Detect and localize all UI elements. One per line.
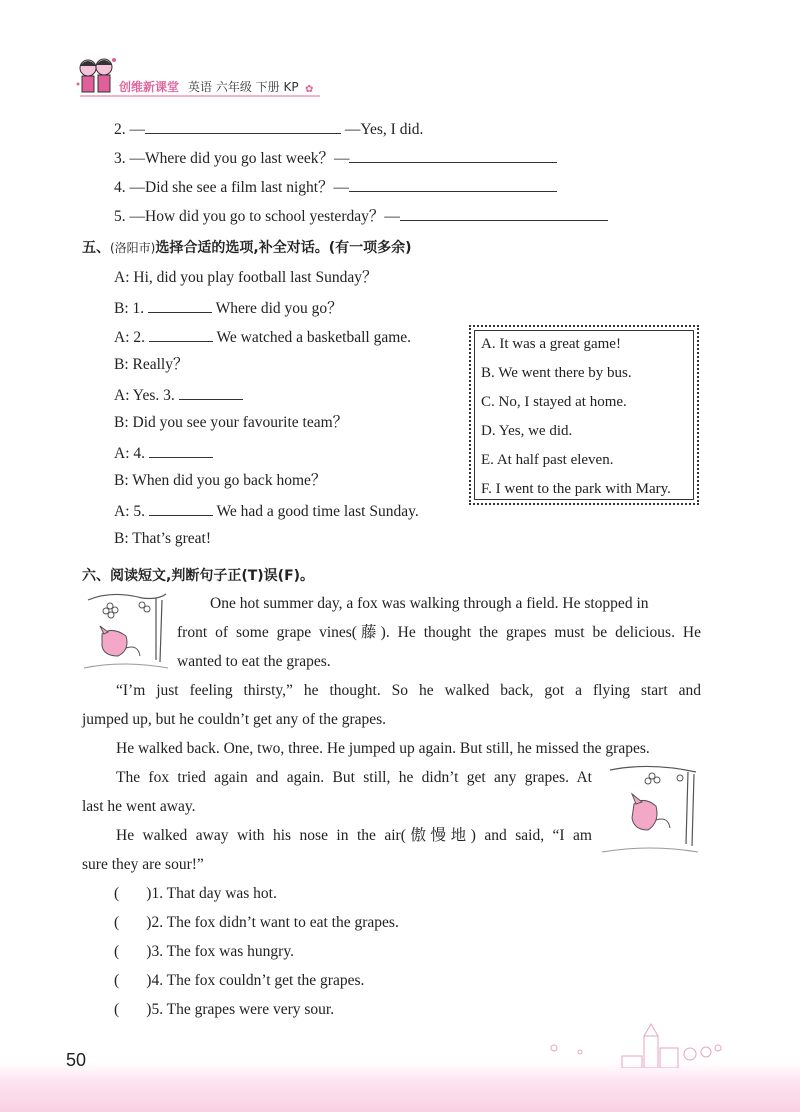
header-logo-girls	[74, 54, 118, 98]
s4-item-4: 4. —Did she see a film last night？—	[114, 176, 557, 198]
answer-blank[interactable]	[349, 147, 557, 163]
castle-icon	[540, 1022, 730, 1068]
s4-item-5: 5. —How did you go to school yesterday？—	[114, 205, 608, 227]
fox-grapes-illustration	[82, 590, 170, 676]
passage-line: One hot summer day, a fox was walking through a field. He stopped in	[210, 595, 649, 612]
statement-row: ( )2. The fox didn’t want to eat the grapes.	[114, 914, 399, 931]
s4-item-2: 2. — —Yes, I did.	[114, 118, 423, 140]
option-e: E. At half past eleven.	[481, 452, 614, 468]
statement-row: ( )1. That day was hot.	[114, 885, 277, 902]
answer-blank[interactable]	[148, 297, 212, 313]
passage-line: He walked away with his nose in the air(傲慢地) and said, “I am	[116, 827, 592, 844]
answer-blank[interactable]	[149, 326, 213, 342]
passage-line: sure they are sour!”	[82, 856, 204, 873]
footer-band	[0, 1062, 800, 1112]
option-b: B. We went there by bus.	[481, 365, 632, 381]
passage-line: The fox tried again and again. But still, he didn’t get any grapes. At	[116, 769, 592, 786]
section6-heading: 六、阅读短文,判断句子正(T)误(F)。	[82, 568, 315, 584]
answer-blank[interactable]	[349, 176, 557, 192]
dialogue-line: B: 1. Where did you go？	[114, 297, 343, 319]
options-box-frame	[474, 330, 694, 500]
passage-line: last he went away.	[82, 798, 196, 815]
s4-item-3: 3. —Where did you go last week？—	[114, 147, 557, 169]
dialogue-line: A: 2. We watched a basketball game.	[114, 326, 411, 348]
fox-vine-illustration	[600, 764, 700, 860]
answer-paren[interactable]: ( )	[114, 885, 152, 902]
dialogue-line: A: 4.	[114, 442, 213, 464]
answer-paren[interactable]: ( )	[114, 943, 152, 960]
answer-paren[interactable]: ( )	[114, 914, 152, 931]
statement-row: ( )5. The grapes were very sour.	[114, 1001, 335, 1018]
passage-line: wanted to eat the grapes.	[177, 653, 331, 670]
book-subtitle: 英语 六年级 下册 KP	[188, 80, 299, 94]
header-flower-icon: ✿	[305, 84, 314, 95]
statement-row: ( )4. The fox couldn’t get the grapes.	[114, 972, 365, 989]
dialogue-line: A: Yes. 3.	[114, 384, 243, 406]
dialogue-line: B: That’s great!	[114, 530, 211, 547]
answer-paren[interactable]: ( )	[114, 1001, 152, 1018]
passage-line: jumped up, but he couldn’t get any of the grapes.	[82, 711, 387, 728]
dialogue-line: B: When did you go back home？	[114, 472, 327, 489]
options-box	[469, 325, 699, 505]
option-d: D. Yes, we did.	[481, 423, 573, 439]
answer-blank[interactable]	[400, 205, 608, 221]
answer-paren[interactable]: ( )	[114, 972, 152, 989]
passage-line: front of some grape vines(藤). He thought the grapes must be delicious. He	[177, 624, 701, 641]
dialogue-line: B: Did you see your favourite team？	[114, 414, 349, 431]
option-a: A. It was a great game!	[481, 336, 621, 352]
option-f: F. I went to the park with Mary.	[481, 481, 671, 497]
passage-line: “I’m just feeling thirsty,” he thought. So he walked back, got a flying start and	[116, 682, 701, 699]
header-divider	[80, 95, 320, 97]
answer-blank[interactable]	[149, 442, 213, 458]
dialogue-line: B: Really？	[114, 356, 189, 373]
dialogue-line: A: Hi, did you play football last Sunday？	[114, 269, 378, 286]
section5-heading: 五、(洛阳市)选择合适的选项,补全对话。(有一项多余)	[82, 240, 412, 256]
statement-row: ( )3. The fox was hungry.	[114, 943, 294, 960]
answer-blank[interactable]	[179, 384, 243, 400]
option-c: C. No, I stayed at home.	[481, 394, 627, 410]
page-number: 50	[66, 1050, 87, 1070]
answer-blank[interactable]	[149, 500, 213, 516]
dialogue-line: A: 5. We had a good time last Sunday.	[114, 500, 419, 522]
passage-line: He walked back. One, two, three. He jumped up again. But still, he missed the grapes.	[116, 740, 650, 757]
series-title: 创维新课堂	[119, 80, 180, 94]
answer-blank[interactable]	[145, 118, 341, 134]
